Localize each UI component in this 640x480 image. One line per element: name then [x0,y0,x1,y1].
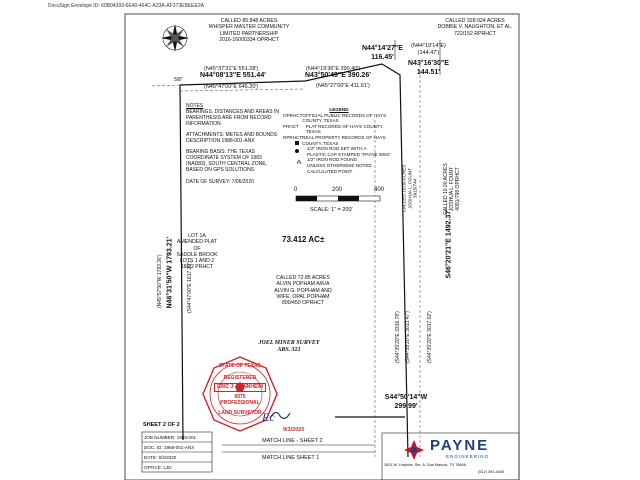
payne-logo-icon [404,440,424,460]
legend-block: LEGEND OPRHCT OFFICIAL PUBLIC RECORDS OF HAYS COUNTY, TEXAS PRHCT PLAT RECORDS OF HAYS COUNTY, TEXAS RPRHCT REAL PROPERTY RECORDS OF HAYS COUNTY, TEXAS 1/2" IRON ROD SET WITH A PLASTIC CAP STAMPED "PAYNE 6084" 1/2" IRON ROD FOUND UNLESS OTHERWISE NOTED CALCULATED POINT [283,107,395,174]
bearing-west-record-a: (N45°57'50"W 1793.36') [157,254,163,308]
bearing-north-lower-mid-record: (N45°27'00"E 411.61') [316,83,370,89]
bearing-north: N44°08'13"E 551.44' [200,72,266,79]
title-block: JOB NUMBER: 1988-001 DOC. ID: 1988-001-ANX DATE: 9/3/2020 OFFICE: LJD [144,435,197,470]
company-address: 3501 W. Hopkins, Ste. A, San Marcos, TX 78666 [384,463,466,467]
bearing-north-mid-record: (N44°19'36"E 390.40') [306,66,361,72]
company-phone: (512) 392-4406 [478,470,504,474]
bearing-ne-short: N44°14'27"E 116.45' [362,45,403,61]
bearing-ne-short2: N43°16'30"E 144.51' [408,60,449,76]
adjoiner-east-inner: CALLED 10.00 ACRES JOSHUA L. FOUNT 3915/744 [401,164,418,213]
bearing-north-record: (N45°37'31"E 551.28') [204,66,259,72]
company-sub: ENGINEERING [446,454,490,459]
adjoiner-nw: CALLED 85.848 ACRES WHISPER MASTER COMMUNITY LIMITED PARTNERSHIP 2016-16000334 OPRHCT [208,18,290,43]
scale-label: SCALE: 1" = 200' [310,207,353,213]
adjoiner-east: CALLED 10.00 ACRES JOSHUA L. FOUNT 4091/798 OPRHCT [443,163,461,215]
bearing-ne-record: (N44°19'14"E) (144.47') [411,43,446,56]
bearing-west: N46°31'50"W 1793.21' [166,236,174,309]
bearing-south: S44°50'14"W 299.99' [384,394,428,410]
bearing-north-mid: N43°50'49"E 390.26' [305,72,371,79]
adjoiner-lot: LOT 1A AMENDED PLAT OF SADDLE BROOK LOTS 1 AND 2 18/22 PRHCT [176,233,218,271]
corner-tick-label: 5/8" [174,77,183,83]
bearing-east-record-b: (S44°35'20"E 3013.47') [405,311,411,363]
notes-block: NOTES BEARINGS, DISTANCES AND AREAS IN PARENTHESIS ARE FROM RECORD INFORMATION. ATTACHMENTS: METES AND BOUNDS DESCRIPTION 1988-001-ANX BEARING BASIS: THE TEXAS COORDINATE SYSTEM OF 1983 (NAD83), SOUTH CENTRAL ZONE, BASED ON GPS SOLUTIONS DATE OF SURVEY: 7/06/2020 [186,103,284,185]
area-label: 73.412 AC± [282,235,325,244]
scale-bar [296,196,380,201]
north-arrow-icon [161,24,189,52]
bearing-north-lower-record: (N45°47'00"E 646.20') [204,84,259,90]
envelope-id: DocuSign Envelope ID: 60B04393-6E40-464C-A23A-AF373EBEEE2A [48,3,204,9]
match-line-2: MATCH LINE SHEET 1 [262,455,320,461]
bearing-east-record-c: (S44°35'20"E 3017.02') [427,311,433,363]
seal-text: STATE OF TEXAS REGISTERED ERIC J. DANNHEIM 6075 PROFESSIONAL LAND SURVEYOR [208,363,272,416]
signature: Ec [262,410,275,424]
legend-heading: LEGEND [329,107,349,112]
bearing-east: S46°20'21"E 1492.37' [445,209,453,279]
seal-date: 9/3/2020 [283,427,305,433]
survey-name: JOEL MINER SURVEY ABS. 321 [258,340,320,353]
scale-tick-0: 0 [294,187,298,193]
bearing-west-record-b: (S44°47'00"E 1617.20') [187,261,193,313]
scale-tick-400: 400 [374,187,385,193]
adjoiner-ne: CALLED 328.924 ACRES DOBBIE V. NAUGHTON, ET AL. 722/152 RPRHCT [437,18,513,37]
bearing-east-record-a: (S44°35'20"E 3316.78') [395,311,401,363]
company-name: PAYNE [430,437,490,454]
match-line-1: MATCH LINE - SHEET 2 [262,438,323,444]
scale-tick-200: 200 [332,187,343,193]
sheet-number: SHEET 2 OF 2 [143,422,180,428]
notes-heading: NOTES [186,103,204,109]
adjoiner-main: CALLED 72.85 ACRES ALVIN POPHAM A/K/A ALVIN G. POPHAM AND WIFE, OPAL POPHAM 890/450 OPRHCT [274,275,332,307]
